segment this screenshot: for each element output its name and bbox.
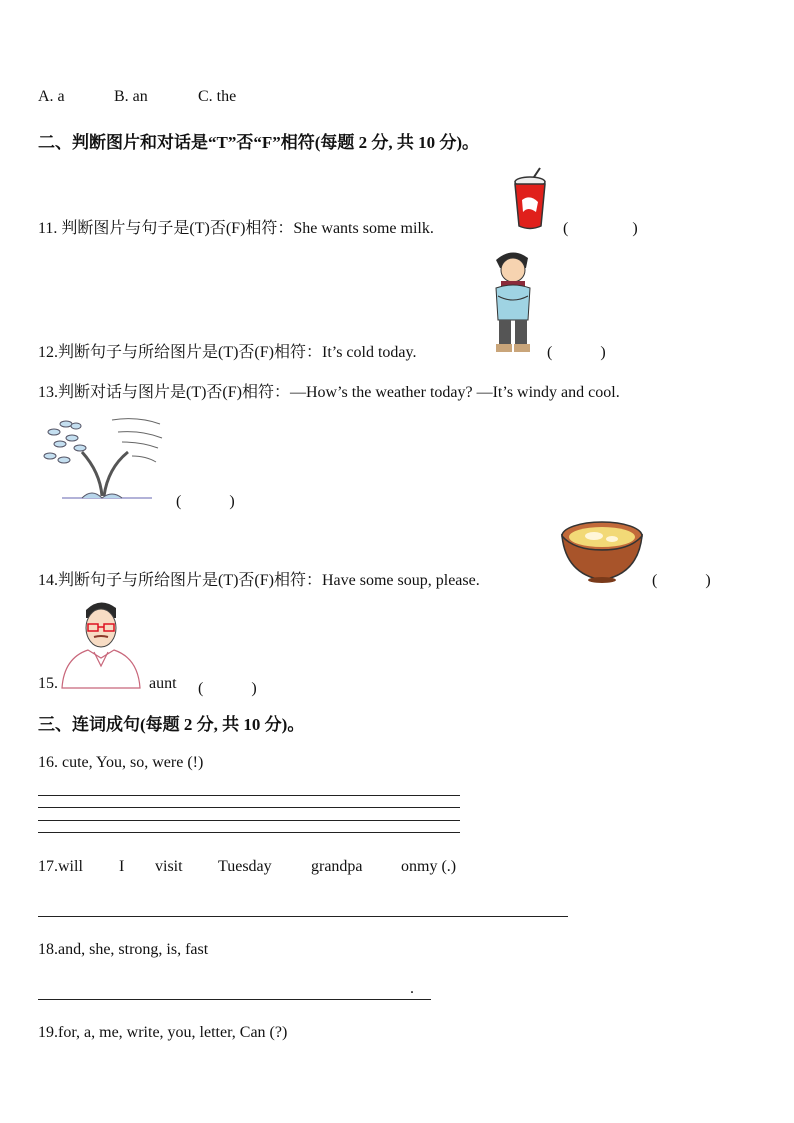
answer-line-17[interactable] xyxy=(38,916,568,917)
answer-blank-12[interactable]: ( ) xyxy=(547,344,606,361)
question-12: 12.判断句子与所给图片是(T)否(F)相符：It’s cold today. xyxy=(38,344,417,361)
question-15-word: aunt xyxy=(149,675,177,692)
windy-tree-icon xyxy=(42,412,166,502)
question-18: 18.and, she, strong, is, fast xyxy=(38,941,209,958)
cold-boy-icon xyxy=(488,248,538,356)
question-16: 16. cute, You, so, were (!) xyxy=(38,754,204,771)
question-17-word-5: grandpa xyxy=(311,858,363,875)
cola-cup-icon xyxy=(510,166,552,232)
question-19: 19.for, a, me, write, you, letter, Can (?) xyxy=(38,1024,288,1041)
question-17-word-1: 17.will xyxy=(38,858,83,875)
question-17-word-6: onmy (.) xyxy=(401,858,457,875)
question-17-word-4: Tuesday xyxy=(218,858,272,875)
question-17-word-3: visit xyxy=(155,858,183,875)
answer-line-16d[interactable] xyxy=(38,832,460,833)
section-2-title: 二、判断图片和对话是“T”否“F”相符(每题 2 分, 共 10 分)。 xyxy=(38,133,480,152)
section-3-title: 三、连词成句(每题 2 分, 共 10 分)。 xyxy=(38,715,305,734)
answer-blank-13[interactable]: ( ) xyxy=(176,493,235,510)
soup-bowl-icon xyxy=(560,520,644,584)
man-with-glasses-icon xyxy=(60,596,142,690)
option-c: C. the xyxy=(198,88,237,105)
question-18-end-mark: . xyxy=(410,980,414,997)
answer-line-16a[interactable] xyxy=(38,795,460,796)
answer-line-16b[interactable] xyxy=(38,807,460,808)
question-17-word-2: I xyxy=(119,858,125,875)
question-11: 11. 判断图片与句子是(T)否(F)相符：She wants some milk. xyxy=(38,220,434,237)
answer-line-18[interactable] xyxy=(38,999,431,1000)
answer-line-16c[interactable] xyxy=(38,820,460,821)
option-a: A. a xyxy=(38,88,65,105)
answer-blank-15[interactable]: ( ) xyxy=(198,680,257,697)
question-13: 13.判断对话与图片是(T)否(F)相符：—How’s the weather today? —It’s windy and cool. xyxy=(38,384,620,401)
option-b: B. an xyxy=(114,88,148,105)
question-14: 14.判断句子与所给图片是(T)否(F)相符：Have some soup, please. xyxy=(38,572,480,589)
answer-blank-11[interactable]: ( ) xyxy=(563,220,638,237)
answer-blank-14[interactable]: ( ) xyxy=(652,572,711,589)
question-15-number: 15. xyxy=(38,675,58,692)
